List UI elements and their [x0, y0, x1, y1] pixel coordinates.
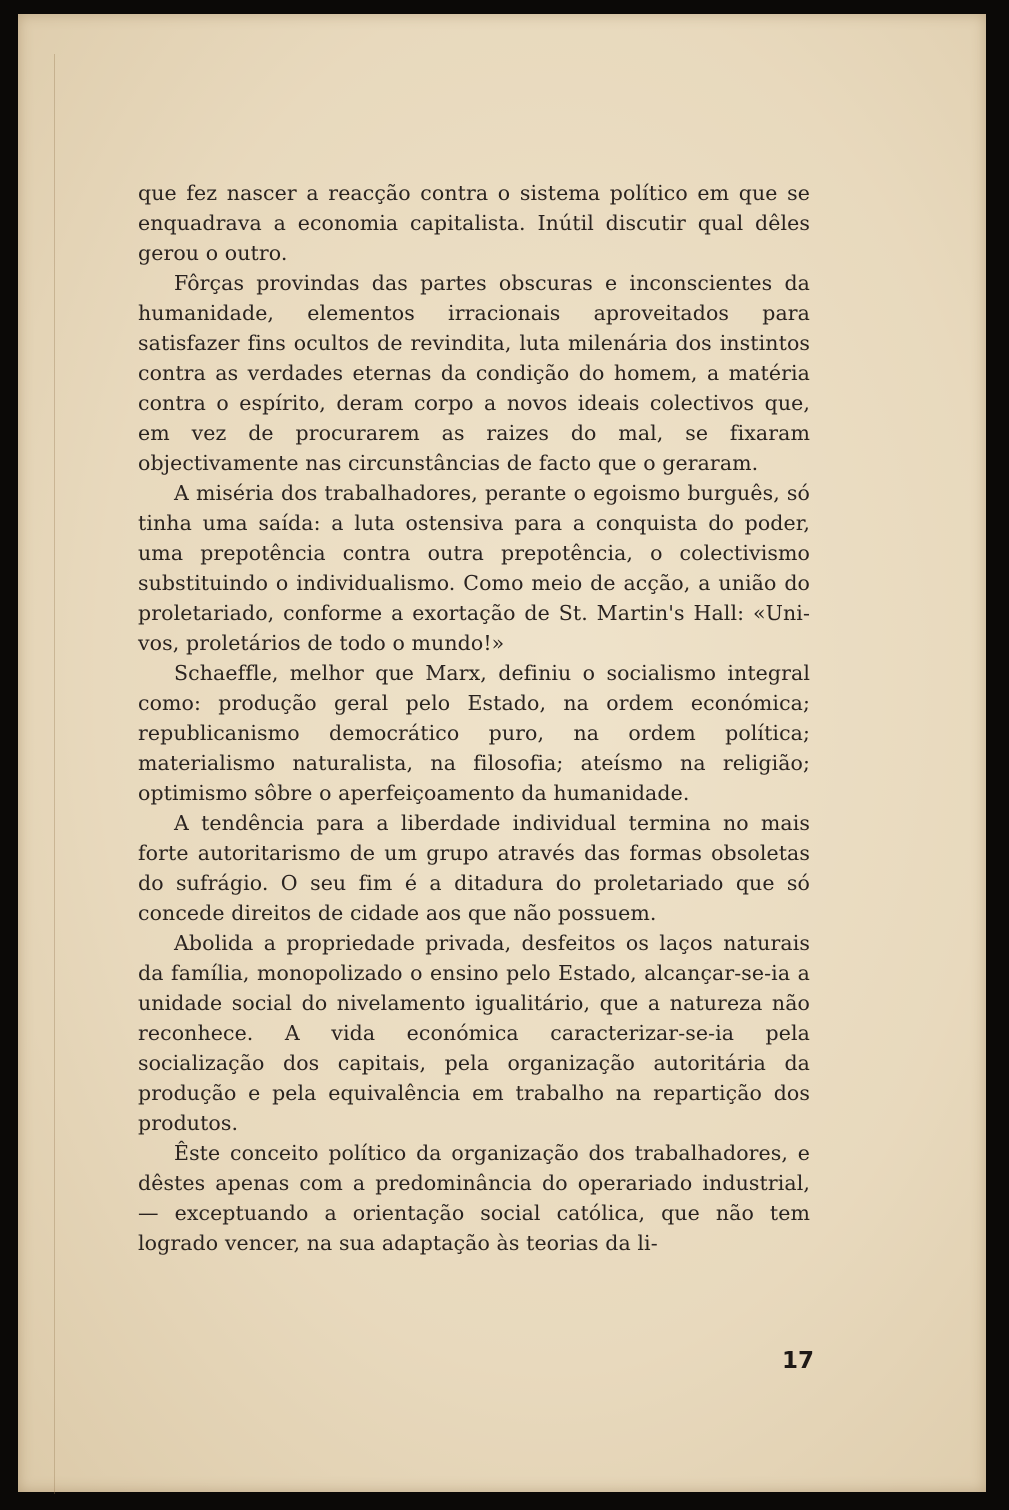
paragraph-2: Fôrças provindas das partes obscuras e inconscientes da humanidade, elementos irracionais aproveitados para satisfazer fins ocultos de revindita, luta milenária dos instintos contra as verdades eternas da condição do homem, a matéria contra o espírito, deram corpo a novos ideais colectivos que, em vez de procurarem as raizes do mal, se fixaram objectivamente nas circunstâncias de facto que o geraram.	[138, 271, 810, 475]
paragraph-5: A tendência para a liberdade individual termina no mais forte autoritarismo de um grupo através das formas obsoletas do sufrágio. O seu fim é a ditadura do proletariado que só concede direitos de cidade aos que não possuem.	[138, 811, 810, 925]
paragraph-3: A miséria dos trabalhadores, perante o egoismo burguês, só tinha uma saída: a luta ostensiva para a conquista do poder, uma prepotência contra outra prepotência, o colectivismo substituindo o individualismo. Como meio de acção, a união do proletariado, conforme a exortação de St. Martin's Hall: «Uni-vos, proletários de todo o mundo!»	[138, 481, 810, 655]
page-fold-line	[54, 54, 55, 1494]
paragraph-4: Schaeffle, melhor que Marx, definiu o socialismo integral como: produção geral pelo Estado, na ordem económica; republicanismo democrático puro, na ordem política; materialismo naturalista, na filosofia; ateísmo na religião; optimismo sôbre o aperfeiçoamento da humanidade.	[138, 661, 810, 805]
paragraph-1: que fez nascer a reacção contra o sistema político em que se enquadrava a economia capitalista. Inútil discutir qual dêles gerou o outro.	[138, 181, 810, 265]
book-page	[18, 14, 986, 1492]
paragraph-6: Abolida a propriedade privada, desfeitos os laços naturais da família, monopolizado o ensino pelo Estado, alcançar-se-ia a unidade social do nivelamento igualitário, que a natureza não reconhece. A vida económica caracterizar-se-ia pela socialização dos capitais, pela organização autoritária da produção e pela equivalência em trabalho na repartição dos produtos.	[138, 931, 810, 1135]
paragraph-7: Êste conceito político da organização dos trabalhadores, e dêstes apenas com a predominância do operariado industrial, — exceptuando a orientação social católica, que não tem logrado vencer, na sua adaptação às teorias da li-	[138, 1141, 810, 1255]
body-text	[138, 178, 810, 1258]
page-number: 17	[782, 1348, 815, 1374]
